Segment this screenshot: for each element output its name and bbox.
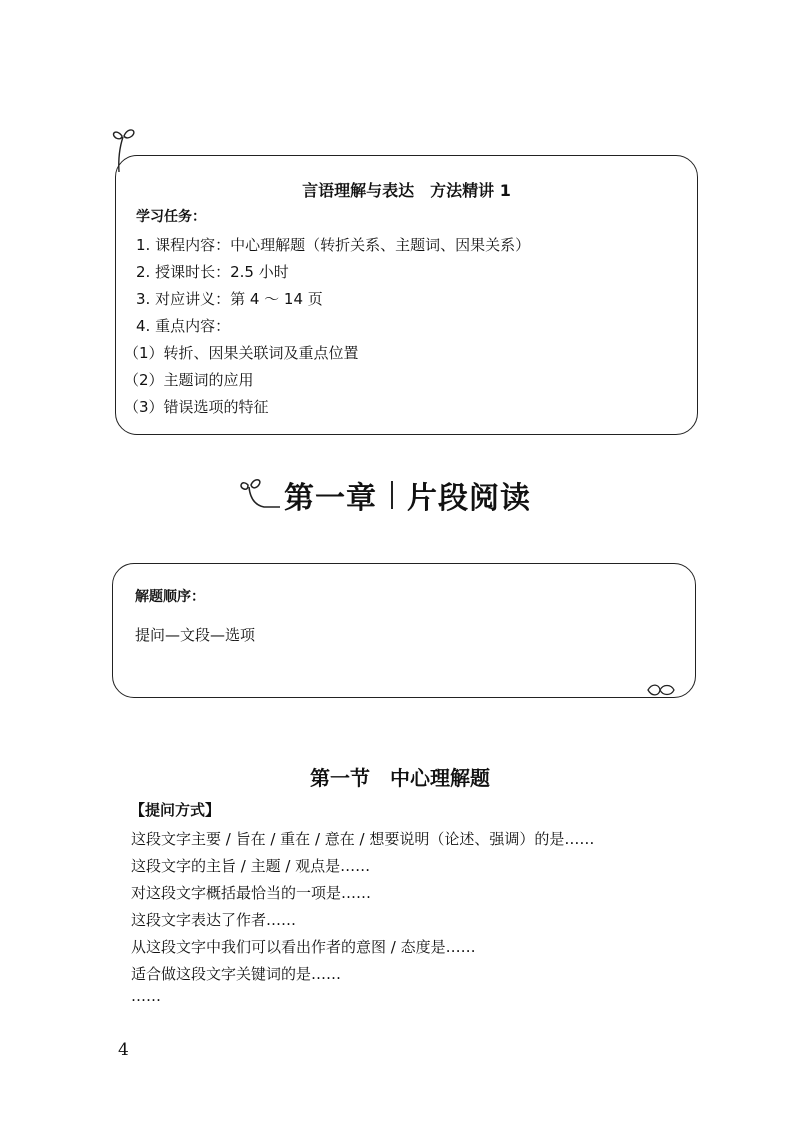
chapter-heading [240,470,531,520]
key-point-item: （2）主题词的应用 [124,371,254,389]
study-item: 4. 重点内容： [136,317,231,335]
chapter-number: 第一章 [284,481,377,516]
question-item: 这段文字的主旨 / 主题 / 观点是…… [131,857,371,875]
sprout-icon [240,477,282,513]
question-item: 这段文字主要 / 旨在 / 重在 / 意在 / 想要说明（论述、强调）的是…… [131,830,595,848]
question-type-label: 【提问方式】 [130,801,221,819]
chapter-divider [391,481,393,509]
question-item: 对这段文字概括最恰当的一项是…… [131,884,372,902]
study-task-label: 学习任务： [136,209,206,225]
section-title: 第一节 中心理解题 [310,766,490,790]
solving-order-box [112,563,696,698]
study-item: 1. 课程内容：中心理解题（转折关系、主题词、因果关系） [136,236,531,254]
key-point-item: （1）转折、因果关联词及重点位置 [124,344,359,362]
study-box-title: 言语理解与表达 方法精讲 1 [302,181,511,200]
question-item: …… [131,987,161,1005]
question-item: 从这段文字中我们可以看出作者的意图 / 态度是…… [131,938,476,956]
solving-order-content: 提问—文段—选项 [135,626,256,644]
key-point-item: （3）错误选项的特征 [124,398,269,416]
question-item: 这段文字表达了作者…… [131,911,297,929]
chapter-name: 片段阅读 [407,481,531,516]
study-item: 2. 授课时长：2.5 小时 [136,263,289,281]
page-number: 4 [118,1040,129,1060]
leaf-icon [646,682,676,698]
question-item: 适合做这段文字关键词的是…… [131,965,342,983]
solving-order-label: 解题顺序： [135,589,205,605]
study-item: 3. 对应讲义：第 4 ～ 14 页 [136,290,323,308]
study-task-box [115,155,698,435]
